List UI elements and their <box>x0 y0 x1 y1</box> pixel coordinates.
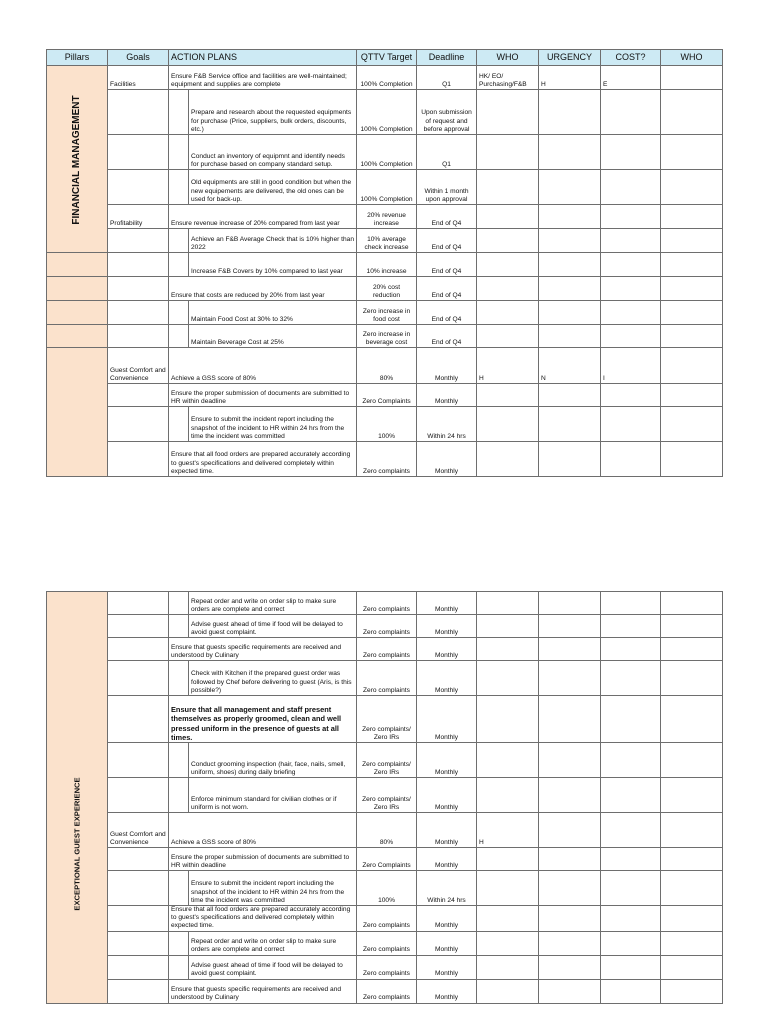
qttv-target-cell: 10% average check increase <box>357 229 417 253</box>
plan-row <box>47 615 723 638</box>
who-cell <box>477 979 539 1003</box>
plan-row <box>47 848 723 871</box>
goal-cell <box>108 442 169 477</box>
goal-cell <box>108 170 169 205</box>
qttv-target-cell: Zero Complaints <box>357 384 417 407</box>
goal-cell <box>108 743 169 778</box>
action-plan-cell: Advise guest ahead of time if food will be delayed to avoid guest complaint. <box>189 955 357 979</box>
qttv-target-cell: 100% Completion <box>357 135 417 170</box>
deadline-cell: Q1 <box>417 135 477 170</box>
who-2-cell <box>661 931 723 955</box>
plan-row <box>47 229 723 253</box>
qttv-target-cell: 80% <box>357 813 417 848</box>
urgency-cell <box>539 384 601 407</box>
action-plan-cell: Repeat order and write on order slip to make sure orders are complete and correct <box>189 592 357 615</box>
plan-row <box>47 348 723 384</box>
cost-cell <box>601 135 661 170</box>
qttv-target-cell: 20% cost reduction <box>357 277 417 301</box>
qttv-target-cell: Zero complaints <box>357 615 417 638</box>
urgency-cell <box>539 407 601 442</box>
deadline-cell: Upon submission of request and before approval <box>417 90 477 135</box>
qttv-target-cell: 20% revenue increase <box>357 205 417 229</box>
qttv-target-cell: Zero complaints <box>357 638 417 661</box>
cost-cell <box>601 90 661 135</box>
who-cell <box>477 638 539 661</box>
urgency-cell <box>539 848 601 871</box>
cost-cell <box>601 170 661 205</box>
header-action-plans: ACTION PLANS <box>169 50 357 66</box>
who-cell <box>477 205 539 229</box>
who-cell <box>477 955 539 979</box>
action-plan-cell: Ensure to submit the incident report including the snapshot of the incident to HR within 24 hrs from the time the incident was committed <box>189 871 357 906</box>
urgency-cell <box>539 955 601 979</box>
urgency-cell <box>539 205 601 229</box>
who-2-cell <box>661 325 723 348</box>
deadline-cell: Monthly <box>417 384 477 407</box>
deadline-cell: Monthly <box>417 661 477 696</box>
plan-row <box>47 301 723 325</box>
deadline-cell: End of Q4 <box>417 325 477 348</box>
pillar-guest-cell <box>47 348 108 477</box>
goal-cell: Guest Comfort and Convenience <box>108 348 169 384</box>
plan-row <box>47 661 723 696</box>
who-2-cell <box>661 615 723 638</box>
plan-row <box>47 696 723 743</box>
deadline-cell: Monthly <box>417 813 477 848</box>
who-2-cell <box>661 638 723 661</box>
who-cell: H <box>477 348 539 384</box>
action-plan-cell: Old equipments are still in good condition but when the new equipements are delivered, the old ones can be used for back-up. <box>189 170 357 205</box>
plan-row <box>47 384 723 407</box>
indent-cell <box>169 615 189 638</box>
pillar-cell <box>47 253 108 277</box>
cost-cell <box>601 743 661 778</box>
deadline-cell: Within 1 month upon approval <box>417 170 477 205</box>
deadline-cell: Q1 <box>417 66 477 90</box>
urgency-cell <box>539 90 601 135</box>
qttv-target-cell: Zero complaints/ Zero IRs <box>357 696 417 743</box>
urgency-cell <box>539 931 601 955</box>
cost-cell <box>601 696 661 743</box>
who-2-cell <box>661 90 723 135</box>
action-plan-cell: Ensure the proper submission of documents are submitted to HR within deadline <box>169 848 357 871</box>
plan-row <box>47 253 723 277</box>
indent-cell <box>169 955 189 979</box>
goal-cell <box>108 90 169 135</box>
plan-row <box>47 638 723 661</box>
cost-cell <box>601 205 661 229</box>
plan-row <box>47 906 723 932</box>
urgency-cell <box>539 696 601 743</box>
pillar-cell <box>47 301 108 325</box>
action-plan-cell: Achieve an F&B Average Check that is 10% higher than 2022 <box>189 229 357 253</box>
plan-row <box>47 135 723 170</box>
who-cell <box>477 407 539 442</box>
cost-cell <box>601 906 661 932</box>
plan-row <box>47 90 723 135</box>
pillar-financial-management <box>47 66 108 253</box>
who-2-cell <box>661 301 723 325</box>
indent-cell <box>169 778 189 813</box>
cost-cell <box>601 277 661 301</box>
plan-row <box>47 813 723 848</box>
qttv-target-cell: 100% Completion <box>357 66 417 90</box>
cost-cell <box>601 407 661 442</box>
who-2-cell <box>661 955 723 979</box>
plan-row <box>47 955 723 979</box>
plan-row <box>47 170 723 205</box>
urgency-cell <box>539 135 601 170</box>
action-plan-cell: Ensure F&B Service office and facilities are well-maintained; equipment and supplies are complete <box>169 66 357 90</box>
deadline-cell: Monthly <box>417 638 477 661</box>
deadline-cell: Monthly <box>417 979 477 1003</box>
action-plan-cell: Ensure that all food orders are prepared accurately according to guest's specifications and delivered completely within expected time. <box>169 906 357 932</box>
header-row <box>47 50 723 66</box>
deadline-cell: Monthly <box>417 778 477 813</box>
action-plan-cell: Advise guest ahead of time if food will be delayed to avoid guest complaint. <box>189 615 357 638</box>
who-2-cell <box>661 442 723 477</box>
who-2-cell <box>661 407 723 442</box>
indent-cell <box>169 301 189 325</box>
cost-cell <box>601 813 661 848</box>
goal-cell <box>108 407 169 442</box>
qttv-target-cell: Zero complaints <box>357 906 417 932</box>
urgency-cell <box>539 906 601 932</box>
cost-cell: E <box>601 66 661 90</box>
action-plan-cell: Achieve a GSS score of 80% <box>169 348 357 384</box>
deadline-cell: Monthly <box>417 696 477 743</box>
deadline-cell: Monthly <box>417 931 477 955</box>
who-cell <box>477 661 539 696</box>
cost-cell: I <box>601 348 661 384</box>
urgency-cell <box>539 979 601 1003</box>
deadline-cell: Monthly <box>417 955 477 979</box>
plan-row <box>47 277 723 301</box>
goal-cell <box>108 229 169 253</box>
qttv-target-cell: 100% <box>357 871 417 906</box>
cost-cell <box>601 848 661 871</box>
who-cell <box>477 135 539 170</box>
cost-cell <box>601 253 661 277</box>
cost-cell <box>601 615 661 638</box>
plan-row <box>47 778 723 813</box>
goal-cell <box>108 301 169 325</box>
action-plan-cell: Maintain Beverage Cost at 25% <box>189 325 357 348</box>
qttv-target-cell: Zero complaints <box>357 931 417 955</box>
deadline-cell: End of Q4 <box>417 301 477 325</box>
deadline-cell: End of Q4 <box>417 277 477 301</box>
deadline-cell: Monthly <box>417 906 477 932</box>
who-2-cell <box>661 743 723 778</box>
who-2-cell <box>661 253 723 277</box>
action-plan-cell: Prepare and research about the requested equipments for purchase (Price, suppliers, bulk orders, discounts, etc.) <box>189 90 357 135</box>
goal-cell <box>108 325 169 348</box>
urgency-cell: N <box>539 348 601 384</box>
cost-cell <box>601 661 661 696</box>
who-2-cell <box>661 170 723 205</box>
qttv-target-cell: Zero complaints <box>357 442 417 477</box>
goal-cell <box>108 696 169 743</box>
qttv-target-cell: Zero Complaints <box>357 848 417 871</box>
goal-cell <box>108 931 169 955</box>
indent-cell <box>169 931 189 955</box>
urgency-cell <box>539 253 601 277</box>
who-2-cell <box>661 229 723 253</box>
action-plan-cell: Increase F&B Covers by 10% compared to last year <box>189 253 357 277</box>
who-2-cell <box>661 778 723 813</box>
cost-cell <box>601 592 661 615</box>
qttv-target-cell: Zero complaints <box>357 592 417 615</box>
who-2-cell <box>661 661 723 696</box>
plan-row <box>47 592 723 615</box>
indent-cell <box>169 661 189 696</box>
who-cell <box>477 170 539 205</box>
who-cell <box>477 90 539 135</box>
indent-cell <box>169 743 189 778</box>
plan-row <box>47 979 723 1003</box>
action-plan-cell: Enforce minimum standard for civilian clothes or if uniform is not worn. <box>189 778 357 813</box>
who-cell: HK/ EO/ Purchasing/F&B <box>477 66 539 90</box>
qttv-target-cell: Zero complaints <box>357 661 417 696</box>
deadline-cell: Monthly <box>417 592 477 615</box>
who-2-cell <box>661 66 723 90</box>
deadline-cell: Within 24 hrs <box>417 407 477 442</box>
urgency-cell <box>539 871 601 906</box>
action-plan-cell: Ensure that all food orders are prepared accurately according to guest's specifications and delivered completely within expected time. <box>169 442 357 477</box>
who-cell: H <box>477 813 539 848</box>
goal-cell <box>108 848 169 871</box>
goal-cell <box>108 778 169 813</box>
action-plan-cell: Repeat order and write on order slip to make sure orders are complete and correct <box>189 931 357 955</box>
action-plan-table-page-1 <box>46 49 723 477</box>
indent-cell <box>169 325 189 348</box>
qttv-target-cell: Zero increase in food cost <box>357 301 417 325</box>
header-who-2: WHO <box>661 50 723 66</box>
urgency-cell <box>539 301 601 325</box>
deadline-cell: End of Q4 <box>417 229 477 253</box>
header-qttv-target: QTTV Target <box>357 50 417 66</box>
who-2-cell <box>661 848 723 871</box>
who-2-cell <box>661 384 723 407</box>
indent-cell <box>169 871 189 906</box>
urgency-cell <box>539 743 601 778</box>
indent-cell <box>169 90 189 135</box>
who-cell <box>477 615 539 638</box>
header-deadline: Deadline <box>417 50 477 66</box>
who-2-cell <box>661 348 723 384</box>
cost-cell <box>601 871 661 906</box>
who-cell <box>477 229 539 253</box>
deadline-cell: Monthly <box>417 615 477 638</box>
who-cell <box>477 384 539 407</box>
cost-cell <box>601 979 661 1003</box>
action-plan-cell: Ensure that costs are reduced by 20% from last year <box>169 277 357 301</box>
who-cell <box>477 931 539 955</box>
deadline-cell: Monthly <box>417 848 477 871</box>
urgency-cell <box>539 325 601 348</box>
action-plan-table-page-2 <box>46 591 723 1004</box>
who-cell <box>477 442 539 477</box>
who-cell <box>477 301 539 325</box>
deadline-cell: Monthly <box>417 442 477 477</box>
goal-cell: Profitability <box>108 205 169 229</box>
deadline-cell: Within 24 hrs <box>417 871 477 906</box>
who-2-cell <box>661 906 723 932</box>
who-cell <box>477 848 539 871</box>
action-plan-cell: Maintain Food Cost at 30% to 32% <box>189 301 357 325</box>
urgency-cell <box>539 442 601 477</box>
indent-cell <box>169 229 189 253</box>
urgency-cell <box>539 615 601 638</box>
cost-cell <box>601 955 661 979</box>
cost-cell <box>601 778 661 813</box>
goal-cell <box>108 979 169 1003</box>
action-plan-cell: Ensure revenue increase of 20% compared from last year <box>169 205 357 229</box>
deadline-cell: Monthly <box>417 348 477 384</box>
pillar-cell <box>47 325 108 348</box>
header-urgency: URGENCY <box>539 50 601 66</box>
urgency-cell <box>539 229 601 253</box>
pillar-exceptional-guest-experience <box>47 592 108 1004</box>
who-cell <box>477 906 539 932</box>
goal-cell <box>108 277 169 301</box>
who-cell <box>477 277 539 301</box>
plan-row <box>47 931 723 955</box>
urgency-cell <box>539 813 601 848</box>
plan-row <box>47 205 723 229</box>
qttv-target-cell: 80% <box>357 348 417 384</box>
header-goals: Goals <box>108 50 169 66</box>
who-2-cell <box>661 592 723 615</box>
plan-row <box>47 66 723 90</box>
action-plan-cell: Conduct an inventory of equipmnt and identify needs for purchase based on company standard setup. <box>189 135 357 170</box>
who-cell <box>477 325 539 348</box>
goal-cell <box>108 638 169 661</box>
who-cell <box>477 696 539 743</box>
urgency-cell <box>539 778 601 813</box>
qttv-target-cell: 10% increase <box>357 253 417 277</box>
urgency-cell <box>539 638 601 661</box>
qttv-target-cell: 100% <box>357 407 417 442</box>
who-cell <box>477 253 539 277</box>
qttv-target-cell: 100% Completion <box>357 90 417 135</box>
action-plan-cell: Ensure that all management and staff present themselves as properly groomed, clean and well pressed uniform in the presence of guests at all times. <box>169 696 357 743</box>
cost-cell <box>601 301 661 325</box>
goal-cell <box>108 135 169 170</box>
qttv-target-cell: Zero complaints <box>357 955 417 979</box>
qttv-target-cell: Zero complaints/ Zero IRs <box>357 743 417 778</box>
qttv-target-cell: Zero complaints <box>357 979 417 1003</box>
plan-row <box>47 743 723 778</box>
goal-cell <box>108 615 169 638</box>
qttv-target-cell: Zero increase in beverage cost <box>357 325 417 348</box>
urgency-cell <box>539 661 601 696</box>
pillar-cell <box>47 277 108 301</box>
who-2-cell <box>661 813 723 848</box>
goal-cell: Facilities <box>108 66 169 90</box>
who-2-cell <box>661 277 723 301</box>
goal-cell <box>108 906 169 932</box>
action-plan-cell: Ensure to submit the incident report including the snapshot of the incident to HR within 24 hrs from the time the incident was committed <box>189 407 357 442</box>
indent-cell <box>169 170 189 205</box>
goal-cell <box>108 253 169 277</box>
who-cell <box>477 592 539 615</box>
plan-row <box>47 871 723 906</box>
header-pillars: Pillars <box>47 50 108 66</box>
who-cell <box>477 778 539 813</box>
who-2-cell <box>661 696 723 743</box>
action-plan-cell: Achieve a GSS score of 80% <box>169 813 357 848</box>
cost-cell <box>601 442 661 477</box>
cost-cell <box>601 384 661 407</box>
cost-cell <box>601 931 661 955</box>
cost-cell <box>601 229 661 253</box>
goal-cell <box>108 955 169 979</box>
goal-cell <box>108 871 169 906</box>
deadline-cell: End of Q4 <box>417 205 477 229</box>
header-cost: COST? <box>601 50 661 66</box>
indent-cell <box>169 135 189 170</box>
deadline-cell: End of Q4 <box>417 253 477 277</box>
action-plan-cell: Ensure the proper submission of documents are submitted to HR within deadline <box>169 384 357 407</box>
goal-cell: Guest Comfort and Convenience <box>108 813 169 848</box>
goal-cell <box>108 661 169 696</box>
header-who: WHO <box>477 50 539 66</box>
plan-row <box>47 325 723 348</box>
cost-cell <box>601 325 661 348</box>
urgency-cell <box>539 592 601 615</box>
action-plan-cell: Ensure that guests specific requirements are received and understood by Culinary <box>169 979 357 1003</box>
who-2-cell <box>661 979 723 1003</box>
cost-cell <box>601 638 661 661</box>
pillar-financial-management-label: FINANCIAL MANAGEMENT <box>70 94 82 225</box>
action-plan-cell: Ensure that guests specific requirements are received and understood by Culinary <box>169 638 357 661</box>
qttv-target-cell: Zero complaints/ Zero IRs <box>357 778 417 813</box>
indent-cell <box>169 253 189 277</box>
plan-row <box>47 442 723 477</box>
goal-cell <box>108 384 169 407</box>
plan-row <box>47 407 723 442</box>
who-2-cell <box>661 205 723 229</box>
deadline-cell: Monthly <box>417 743 477 778</box>
who-cell <box>477 743 539 778</box>
pillar-exceptional-guest-experience-label: EXCEPTIONAL GUEST EXPERIENCE <box>72 776 82 911</box>
urgency-cell: H <box>539 66 601 90</box>
who-cell <box>477 871 539 906</box>
who-2-cell <box>661 871 723 906</box>
indent-cell <box>169 592 189 615</box>
action-plan-cell: Check with Kitchen if the prepared guest order was followed by Chef before delivering to guest (Aris, is this possible?) <box>189 661 357 696</box>
goal-cell <box>108 592 169 615</box>
action-plan-cell: Conduct grooming inspection (hair, face, nails, smell, uniform, shoes) during daily briefing <box>189 743 357 778</box>
qttv-target-cell: 100% Completion <box>357 170 417 205</box>
indent-cell <box>169 407 189 442</box>
urgency-cell <box>539 277 601 301</box>
urgency-cell <box>539 170 601 205</box>
who-2-cell <box>661 135 723 170</box>
